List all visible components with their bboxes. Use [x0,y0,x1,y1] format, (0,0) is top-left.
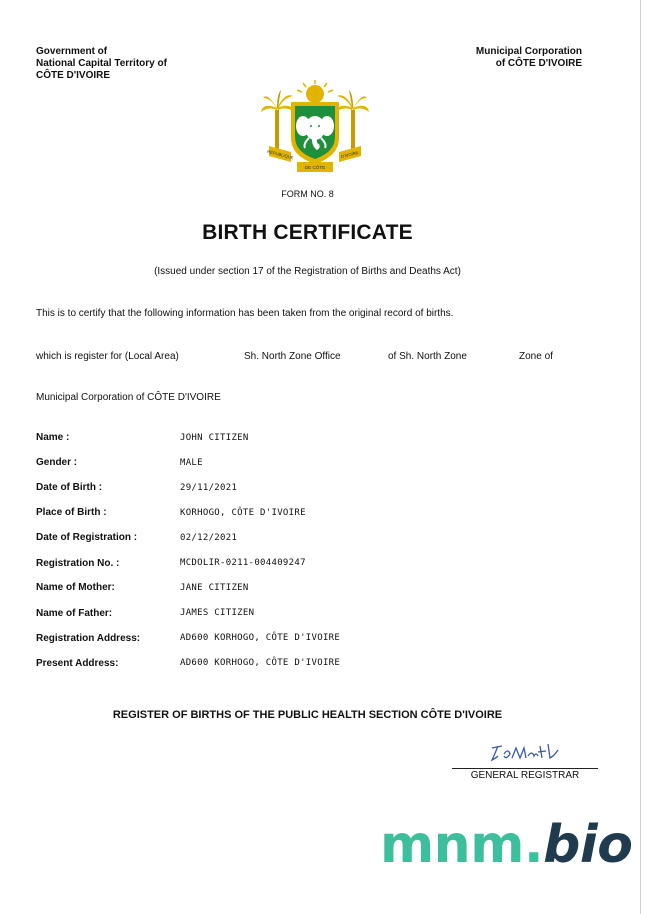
field-label-date-of-registration: Date of Registration : [36,532,138,543]
field-label-date-of-birth: Date of Birth : [36,482,103,493]
register-line-zone-of: Zone of [519,351,553,362]
field-value-present-address: AD600 KORHOGO, CÔTE D'IVOIRE [180,658,341,668]
field-label-registration-address: Registration Address: [36,633,141,644]
field-value-date-of-registration: 02/12/2021 [180,533,238,543]
watermark-part-1: mnm. [380,815,544,875]
header-right-line-2: of CÔTE D'IVOIRE [495,58,582,69]
certify-statement: This is to certify that the following information has been taken from the original record of births. [36,308,454,319]
field-value-father-name: JAMES CITIZEN [180,608,255,618]
watermark-part-2: bio [543,815,633,875]
header-left-line-2: National Capital Territory of [36,58,167,69]
field-value-registration-address: AD600 KORHOGO, CÔTE D'IVOIRE [180,633,341,643]
field-label-present-address: Present Address: [36,658,119,669]
field-value-gender: MALE [180,458,203,468]
header-right [476,46,582,70]
document-subtitle: (Issued under section 17 of the Registration of Births and Deaths Act) [154,266,461,277]
header-left-line-3: CÔTE D'IVOIRE [36,70,111,81]
field-label-father-name: Name of Father: [36,608,113,619]
field-value-place-of-birth: KORHOGO, CÔTE D'IVOIRE [180,508,306,518]
ribbon-text-middle: DE CÔTE [304,165,326,170]
corporation-line: Municipal Corporation of CÔTE D'IVOIRE [36,392,221,403]
field-value-mother-name: JANE CITIZEN [180,583,249,593]
watermark-logo [380,815,632,875]
register-line-office: Sh. North Zone Office [244,351,341,362]
register-footer-title: REGISTER OF BIRTHS OF THE PUBLIC HEALTH SECTION CÔTE D'IVOIRE [112,709,503,721]
header-right-line-1: Municipal Corporation [475,46,582,57]
field-value-registration-no: MCDOLIR-0211-004409247 [180,558,306,568]
palm-tree-left-icon [261,90,295,155]
ribbon-text-right: D'IVOIRE [340,149,359,160]
field-label-name: Name : [36,432,70,443]
header-left [36,46,167,82]
field-value-date-of-birth: 29/11/2021 [180,483,238,493]
field-label-gender: Gender : [36,457,78,468]
register-line-zone: of Sh. North Zone [388,351,467,362]
field-value-name: JOHN CITIZEN [180,433,249,443]
coat-of-arms-icon [261,80,369,175]
field-label-mother-name: Name of Mother: [36,582,115,593]
signature-line [452,768,598,769]
signature-icon [488,740,560,766]
form-number: FORM NO. 8 [281,189,334,199]
header-left-line-1: Government of [36,46,108,57]
field-label-registration-no: Registration No. : [36,558,120,569]
field-label-place-of-birth: Place of Birth : [36,507,107,518]
sun-icon [297,80,333,103]
ribbon-text-left: RÉPUBLIQUE [266,148,295,161]
palm-tree-right-icon [335,90,369,155]
register-line-part1: which is register for (Local Area) [36,351,179,362]
document-title: BIRTH CERTIFICATE [202,221,413,244]
page-edge-line [640,0,641,914]
registrar-title: GENERAL REGISTRAR [470,770,580,781]
